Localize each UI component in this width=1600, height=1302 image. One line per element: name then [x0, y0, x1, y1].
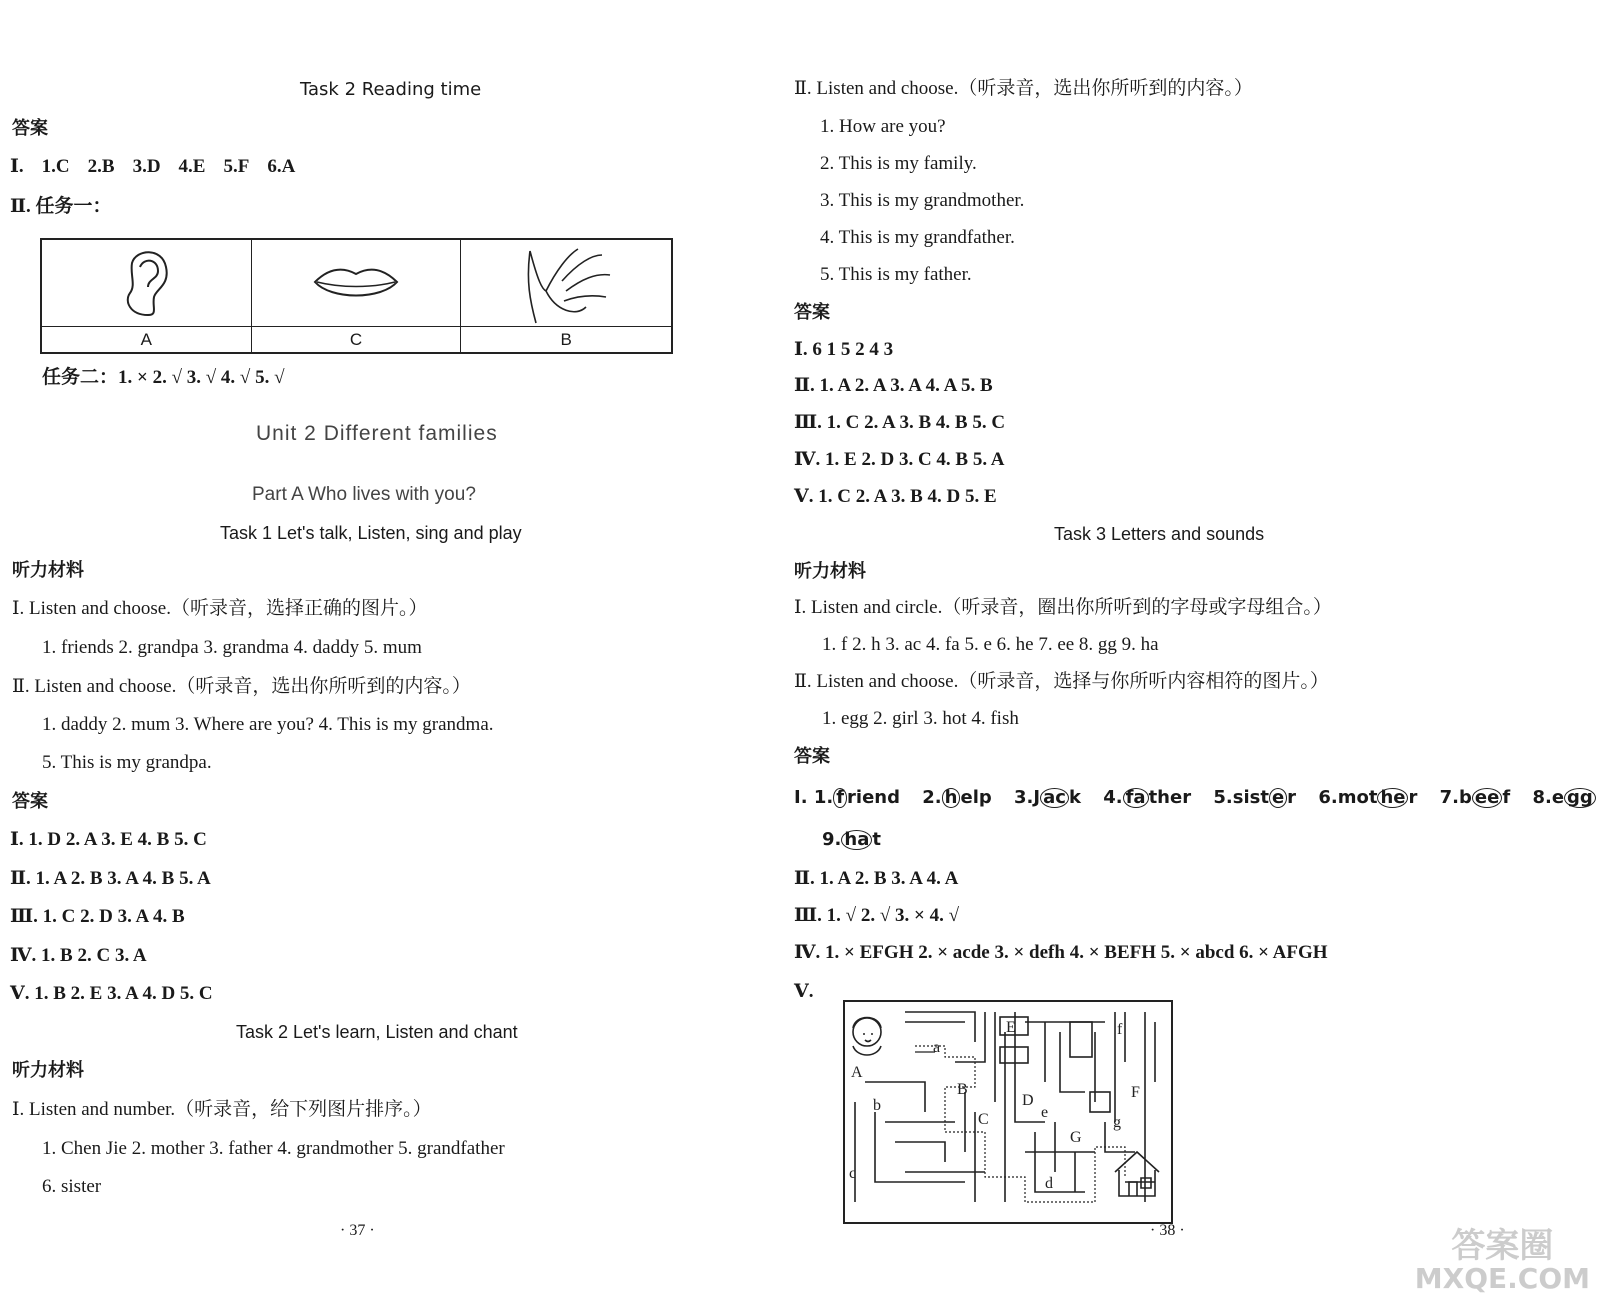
number-items: 1. Chen Jie 2. mother 3. father 4. grandmother 5. grandfather: [42, 1138, 505, 1159]
task2b-title: Task 2 Let's learn, Listen and chant: [236, 1022, 518, 1042]
circled-word: 8.e gg: [1532, 787, 1595, 808]
circled-words: Ⅰ. 1. f riend 2. h elp 3.J ac k 4. fa ther 5.sist e r 6.mot he r 7.b ee f 8.e gg: [794, 786, 1596, 810]
r-answer-3: Ⅲ. 1. C 2. A 3. B 4. B 5. C: [794, 412, 1006, 433]
r-item-5: 5. This is my father.: [820, 264, 972, 285]
circled-word: 3.J ac k: [1014, 787, 1081, 808]
circled-word: 7.b ee f: [1439, 787, 1511, 808]
maze-label: g: [1113, 1114, 1121, 1131]
maze-label: d: [1045, 1175, 1053, 1192]
circle-question: Ⅰ. Listen and circle.（听录音，圈出你所听到的字母或字母组合。）: [794, 597, 1332, 618]
maze-label: e: [1041, 1104, 1049, 1121]
number-items-b: 6. sister: [42, 1176, 102, 1197]
r-answer-label: 答案: [794, 302, 830, 323]
maze-label: A: [851, 1064, 863, 1081]
number-question: Ⅰ. Listen and number.（听录音，给下列图片排序。）: [12, 1099, 432, 1120]
circled-word: 1. f riend: [813, 787, 900, 808]
r-item-1: 1. How are you?: [820, 116, 946, 137]
house-icon: [1115, 1152, 1159, 1196]
listen-question-1: Ⅰ. Listen and choose.（听录音，选择正确的图片。）: [12, 598, 428, 619]
lips-picture: [252, 240, 462, 326]
task1-title: Task 1 Let's talk, Listen, sing and play: [220, 523, 522, 543]
circle-items: 1. f 2. h 3. ac 4. fa 5. e 6. he 7. ee 8. gg 9. ha: [822, 634, 1159, 655]
circled-word-9: 9. ha t: [822, 829, 881, 850]
listen-items-2b: 5. This is my grandpa.: [42, 752, 212, 773]
task-one-label: Ⅱ. 任务一：: [10, 196, 112, 217]
maze-label: B: [957, 1081, 968, 1098]
girl-icon: [853, 1018, 881, 1056]
circled-word: 6.mot he r: [1318, 787, 1418, 808]
page-number-left: · 37 ·: [340, 1222, 375, 1239]
caption-c: C: [252, 326, 462, 352]
listening-label: 听力材料: [12, 560, 84, 581]
listen-items-2: 1. daddy 2. mum 3. Where are you? 4. This is my grandma.: [42, 714, 494, 735]
answer-line-3: Ⅲ. 1. C 2. D 3. A 4. B: [10, 906, 185, 927]
task3-title: Task 3 Letters and sounds: [1054, 524, 1265, 544]
answer-label-2: 答案: [12, 791, 48, 812]
answer-line-5: Ⅴ. 1. B 2. E 3. A 4. D 5. C: [10, 983, 213, 1004]
ear-icon: [118, 245, 174, 321]
r-answer-2: Ⅱ. 1. A 2. A 3. A 4. A 5. B: [794, 375, 993, 396]
answer-line-4: Ⅳ. 1. B 2. C 3. A: [10, 945, 147, 966]
maze-label: f: [1117, 1021, 1123, 1038]
watermark: [1415, 1228, 1590, 1294]
r-answer-e5: Ⅴ.: [794, 981, 814, 1002]
choose-items: 1. egg 2. girl 3. hot 4. fish: [822, 708, 1019, 729]
task-two-answers: 任务二：1. × 2. √ 3. √ 4. √ 5. √: [42, 367, 285, 388]
watermark-top: 答案圈: [1451, 1226, 1554, 1266]
r-answer-e4: Ⅳ. 1. × EFGH 2. × acde 3. × defh 4. × BEFH 5. × abcd 6. × AFGH: [794, 942, 1328, 963]
r-item-4: 4. This is my grandfather.: [820, 227, 1015, 248]
unit-title: Unit 2 Different families: [256, 422, 498, 445]
page-number-right: · 38 ·: [1150, 1222, 1185, 1239]
maze-boxes: [1000, 1017, 1110, 1112]
r-answer-label-2: 答案: [794, 746, 830, 767]
picture-table: [40, 238, 673, 354]
answer-line-2: Ⅱ. 1. A 2. B 3. A 4. B 5. A: [10, 868, 211, 889]
maze-figure: [843, 1000, 1173, 1224]
maze-drawing: [845, 1002, 1171, 1222]
r-listening-label: 听力材料: [794, 561, 866, 582]
maze-label: E: [1006, 1019, 1016, 1036]
listen-items-1: 1. friends 2. grandpa 3. grandma 4. daddy 5. mum: [42, 637, 422, 658]
r-item-3: 3. This is my grandmother.: [820, 190, 1025, 211]
circled-word: 5.sist e r: [1213, 787, 1297, 808]
maze-label: G: [1070, 1129, 1082, 1146]
maze-label: a: [933, 1039, 941, 1056]
maze-label: D: [1022, 1092, 1034, 1109]
answer-line-1: Ⅰ. 1. D 2. A 3. E 4. B 5. C: [10, 829, 207, 850]
r-answer-5: Ⅴ. 1. C 2. A 3. B 4. D 5. E: [794, 486, 997, 507]
r-answer-4: Ⅳ. 1. E 2. D 3. C 4. B 5. A: [794, 449, 1005, 470]
choose-question: Ⅱ. Listen and choose.（听录音，选择与你所听内容相符的图片。）: [794, 671, 1329, 692]
answer-row-1: Ⅰ. 1.C 2.B 3.D 4.E 5.F 6.A: [10, 156, 296, 177]
part-title: Part A Who lives with you?: [252, 484, 476, 505]
ear-picture: [42, 240, 252, 326]
r-answer-e3: Ⅲ. 1. √ 2. √ 3. × 4. √: [794, 905, 959, 926]
hand-picture: [461, 240, 671, 326]
r-answer-1: Ⅰ. 6 1 5 2 4 3: [794, 339, 894, 360]
listening-label-2: 听力材料: [12, 1060, 84, 1081]
watermark-bottom: MXQE.COM: [1414, 1262, 1590, 1295]
r-listen-question-2: Ⅱ. Listen and choose.（听录音，选出你所听到的内容。）: [794, 78, 1253, 99]
r-item-2: 2. This is my family.: [820, 153, 977, 174]
caption-b: B: [461, 326, 671, 352]
maze-label: C: [978, 1111, 989, 1128]
listen-question-2: Ⅱ. Listen and choose.（听录音，选出你所听到的内容。）: [12, 676, 471, 697]
hand-icon: [516, 241, 616, 325]
maze-label: F: [1131, 1084, 1140, 1101]
task2-title: Task 2 Reading time: [300, 79, 482, 100]
r-answer-e2: Ⅱ. 1. A 2. B 3. A 4. A: [794, 868, 959, 889]
maze-label: c: [849, 1165, 857, 1182]
circled-word: 2. h elp: [922, 787, 992, 808]
caption-a: A: [42, 326, 252, 352]
maze-label: b: [873, 1097, 881, 1114]
circled-word: 4. fa ther: [1103, 787, 1192, 808]
answer-label: 答案: [12, 118, 48, 139]
lips-icon: [311, 258, 401, 308]
